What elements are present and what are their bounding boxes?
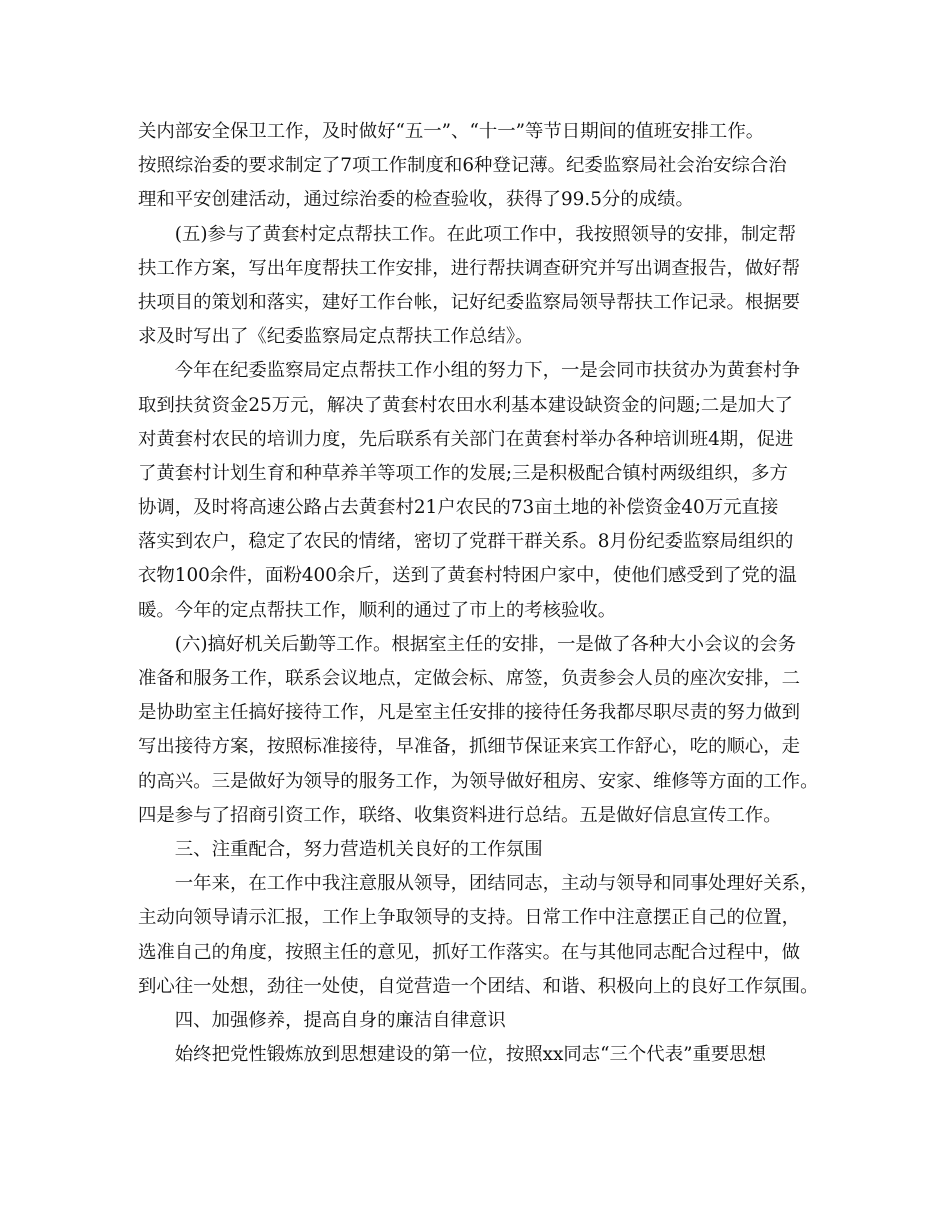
text-line: 三、注重配合，努力营造机关良好的工作氛围 [138,838,543,860]
text-line: 四是参与了招商引资工作，联络、收集资料进行总结。五是做好信息宣传工作。 [138,804,782,826]
text-line: 暖。今年的定点帮扶工作，顺利的通过了市上的考核验收。 [138,599,617,621]
text-line: 主动向领导请示汇报，工作上争取领导的支持。日常工作中注意摆正自己的位置， [138,907,801,929]
text-line: 今年在纪委监察局定点帮扶工作小组的努力下，一是会同市扶贫办为黄套村争 [138,360,801,382]
text-line: 对黄套村农民的培训力度，先后联系有关部门在黄套村举办各种培训班4期，促进 [138,428,794,450]
text-line: 关内部安全保卫工作，及时做好“五一”、“十一”等节日期间的值班安排工作。 [138,121,765,142]
text-line: 始终把党性锻炼放到思想建设的第一位，按照xx同志“三个代表”重要思想 [138,1044,767,1066]
text-line: (五)参与了黄套村定点帮扶工作。在此项工作中，我按照领导的安排，制定帮 [138,223,797,245]
text-line: 一年来，在工作中我注意服从领导，团结同志，主动与领导和同事处理好关系， [138,873,819,895]
text-line: 了黄套村计划生育和种草养羊等项工作的发展;三是积极配合镇村两级组织，多方 [138,462,788,484]
text-line: 是协助室主任搞好接待工作，凡是室主任安排的接待任务我都尽职尽责的努力做到 [138,702,801,724]
text-line: 理和平安创建活动，通过综治委的检查验收，获得了99.5分的成绩。 [138,189,694,211]
text-line: 的高兴。三是做好为领导的服务工作，为领导做好租房、安家、维修等方面的工作。 [138,770,819,792]
text-line: 落实到农户，稳定了农民的情绪，密切了党群干群关系。8月份纪委监察局组织的 [138,531,794,553]
text-line: 到心往一处想，劲往一处使，自觉营造一个团结、和谐、积极向上的良好工作氛围。 [138,975,819,997]
text-line: 写出接待方案，按照标准接待，早准备，抓细节保证来宾工作舒心，吃的顺心，走 [138,736,801,758]
text-line: 选准自己的角度，按照主任的意见，抓好工作落实。在与其他同志配合过程中，做 [138,941,801,963]
text-line: 按照综治委的要求制定了7项工作制度和6种登记薄。纪委监察局社会治安综合治 [138,155,787,177]
text-line: 衣物100余件，面粉400余斤，送到了黄套村特困户家中，使他们感受到了党的温 [138,565,797,587]
text-line: 扶工作方案，写出年度帮扶工作安排，进行帮扶调查研究并写出调查报告，做好帮 [138,257,801,279]
text-line: (六)搞好机关后勤等工作。根据室主任的安排，一是做了各种大小会议的会务 [138,633,797,655]
text-line: 四、加强修养，提高自身的廉洁自律意识 [138,1009,506,1031]
text-line: 准备和服务工作，联系会议地点，定做会标、席签，负责参会人员的座次安排，二 [138,668,801,689]
text-line: 求及时写出了《纪委监察局定点帮扶工作总结》。 [138,326,534,348]
text-line: 扶项目的策划和落实，建好工作台帐，记好纪委监察局领导帮扶工作记录。根据要 [138,291,801,313]
text-line: 协调，及时将高速公路占去黄套村21户农民的73亩土地的补偿资金40万元直接 [138,497,779,519]
text-line: 取到扶贫资金25万元，解决了黄套村农田水利基本建设缺资金的问题;二是加大了 [138,394,793,416]
document-body [138,115,828,1072]
